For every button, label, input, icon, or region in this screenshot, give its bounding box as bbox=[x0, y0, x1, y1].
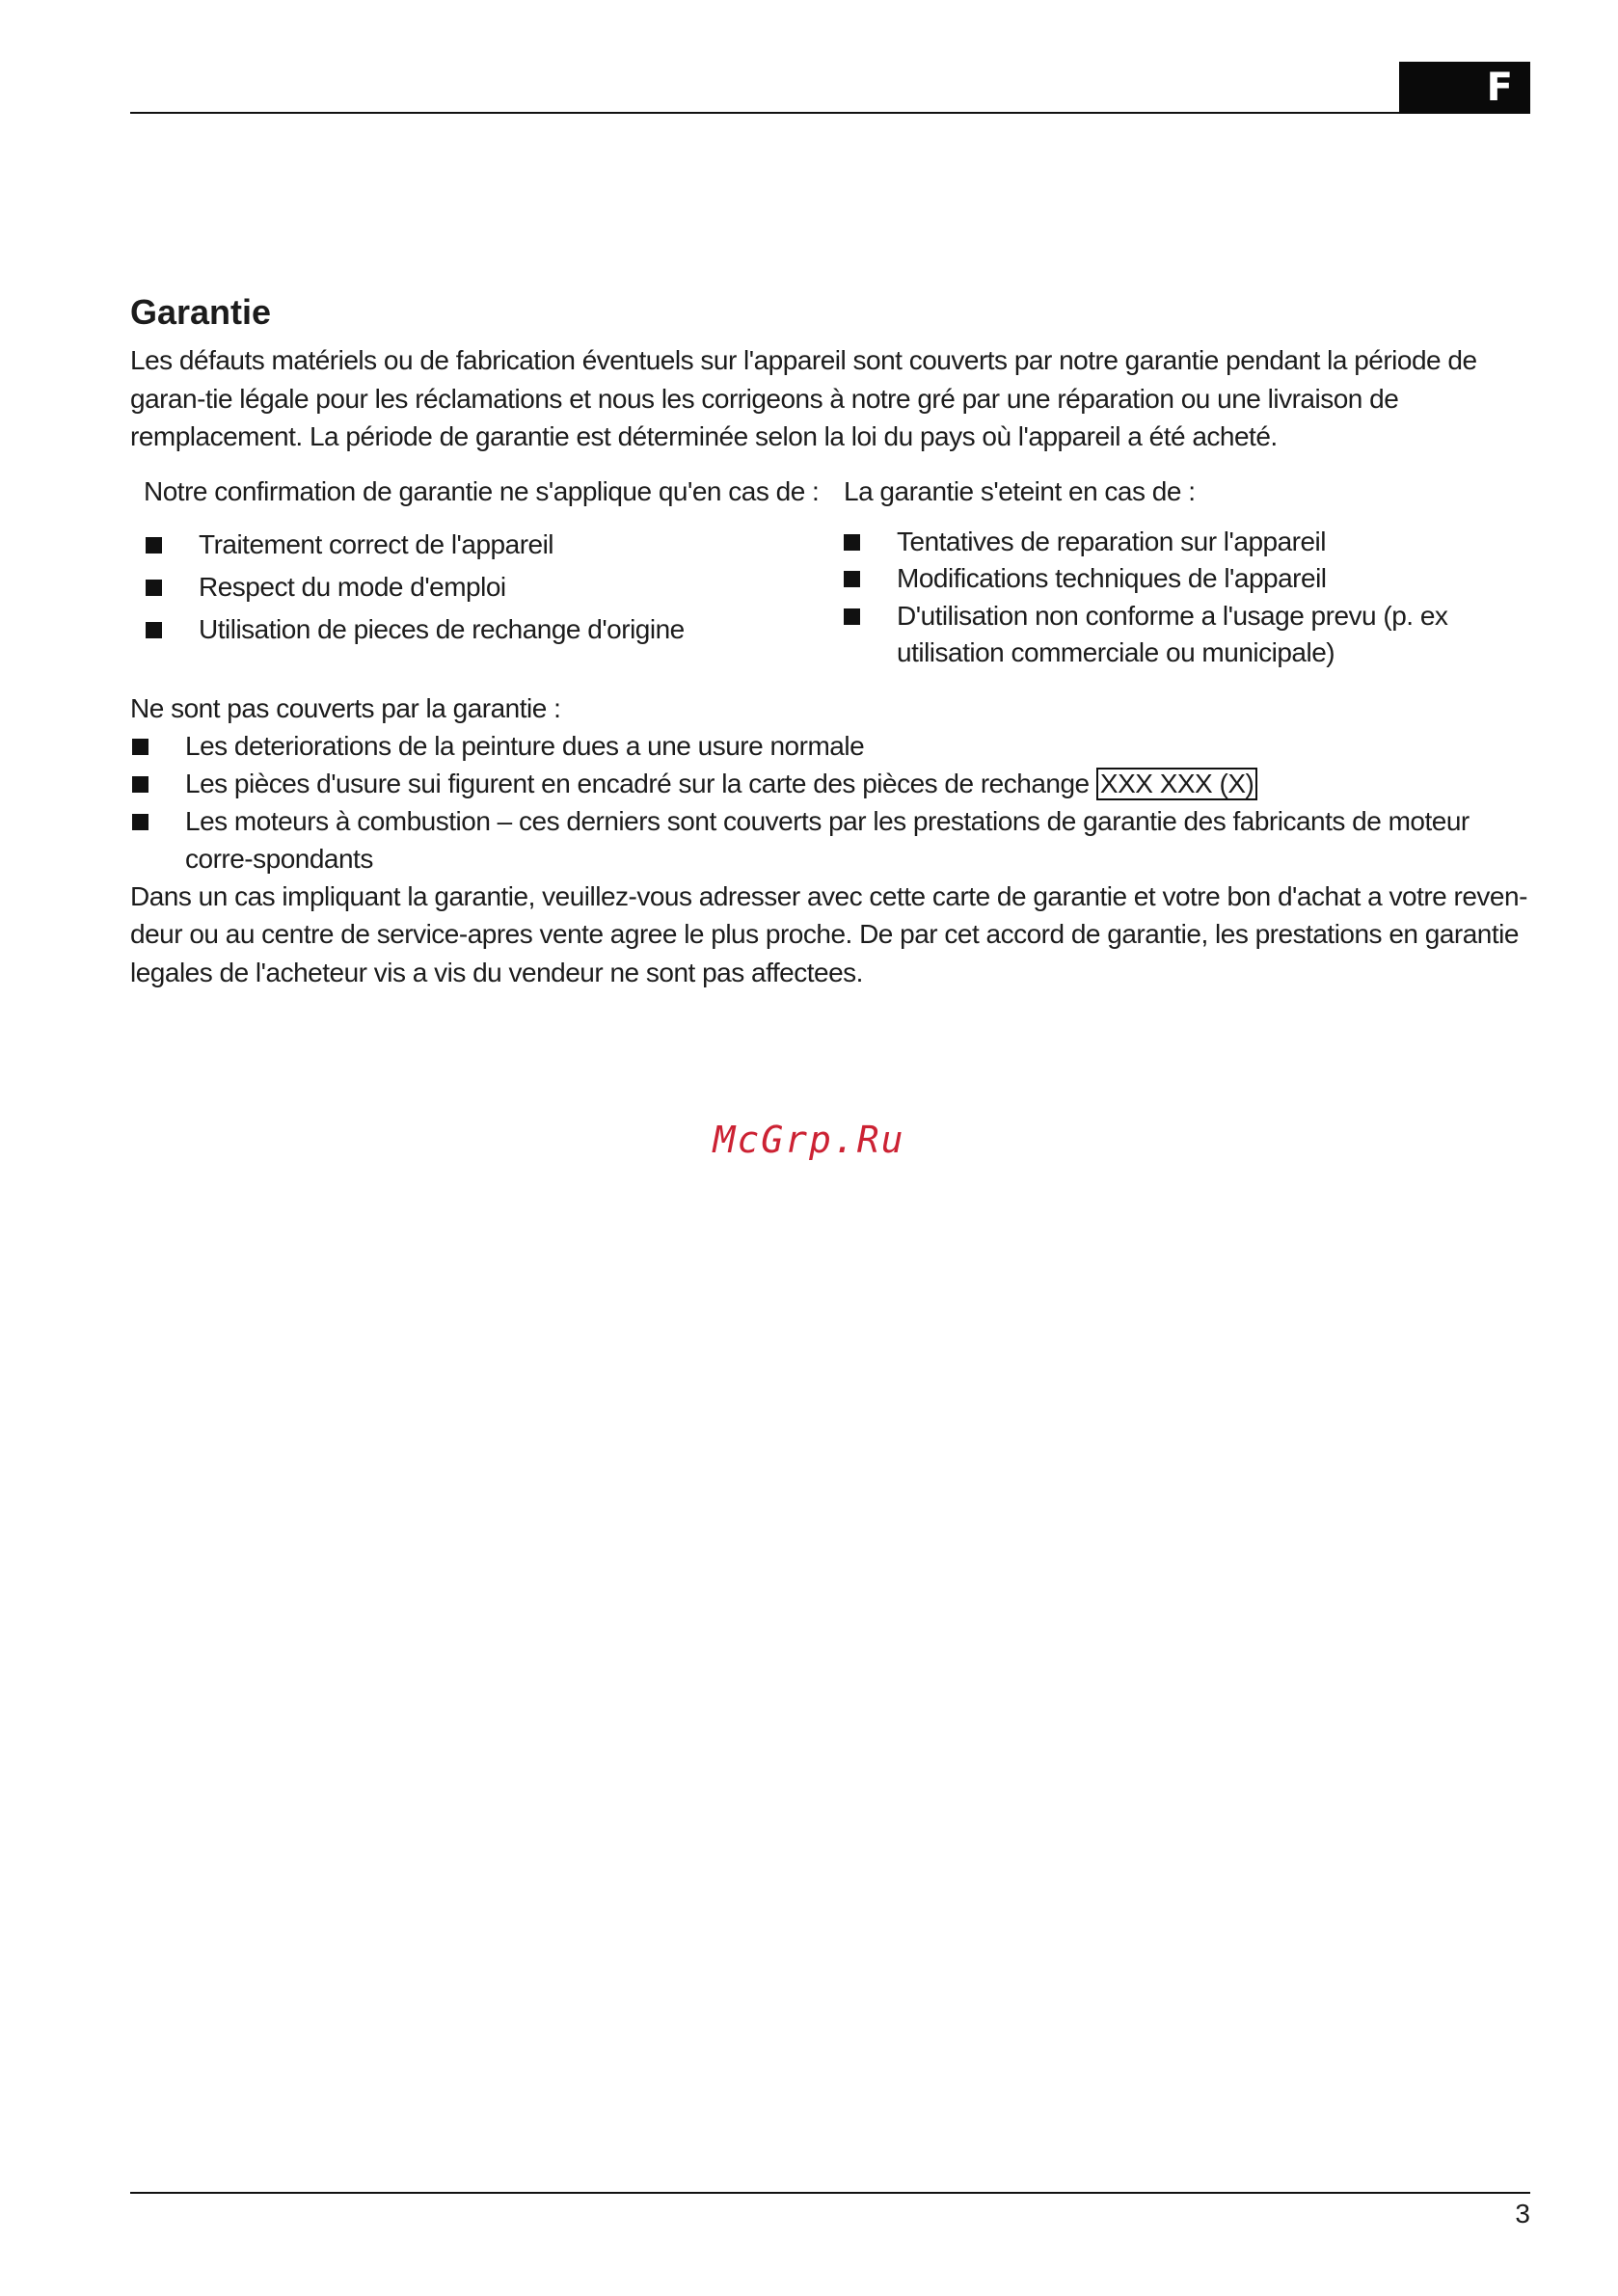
bullet-square-icon bbox=[146, 537, 162, 554]
intro-paragraph: Les défauts matériels ou de fabrication éventuels sur l'appareil sont couverts par notre garantie pendant la période de garan-tie légale pour les réclamations et nous les corrigeons à notre gré par une réparation ou une livraison de remplacement. La période de garantie est déterminée selon la loi du pays où l'appareil a été acheté. bbox=[130, 345, 1477, 451]
list-item: Utilisation de pieces de rechange d'origine bbox=[144, 608, 832, 651]
watermark: McGrp.Ru bbox=[713, 1119, 905, 1161]
bullet-square-icon bbox=[844, 571, 860, 587]
list-item: Tentatives de reparation sur l'appareil bbox=[844, 524, 1526, 561]
bullet-square-icon bbox=[132, 814, 148, 830]
conditions-columns bbox=[130, 473, 1533, 672]
section-title: Garantie bbox=[130, 292, 272, 332]
list-item: D'utilisation non conforme a l'usage prevu (p. ex utilisation commerciale ou municipale) bbox=[844, 598, 1526, 672]
bullet-square-icon bbox=[844, 534, 860, 551]
coverage-heading: Notre confirmation de garantie ne s'applique qu'en cas de : bbox=[144, 475, 820, 506]
expiry-list bbox=[844, 524, 1526, 672]
not-covered-heading: Ne sont pas couverts par la garantie : bbox=[130, 692, 561, 723]
closing-paragraph: Dans un cas impliquant la garantie, veuillez-vous adresser avec cette carte de garantie et votre bon d'achat a votre reven-deur ou au centre de service-apres vente agree le plus proche. De par cet accord de garantie, les prestations en garantie legales de l'acheteur vis a vis du vendeur ne sont pas affectees. bbox=[130, 880, 1527, 987]
list-item bbox=[130, 765, 1533, 802]
coverage-conditions bbox=[130, 473, 832, 672]
not-covered-list bbox=[130, 727, 1533, 878]
list-item: Les deteriorations de la peinture dues a une usure normale bbox=[130, 727, 1533, 765]
bullet-square-icon bbox=[844, 608, 860, 625]
list-item: Traitement correct de l'appareil bbox=[144, 524, 832, 566]
page-number: 3 bbox=[1515, 2199, 1530, 2228]
coverage-list bbox=[144, 524, 832, 651]
warranty-section bbox=[130, 291, 1533, 991]
part-number-box: XXX XXX (X) bbox=[1096, 768, 1257, 800]
footer-rule bbox=[130, 2192, 1530, 2194]
list-item: Respect du mode d'emploi bbox=[144, 566, 832, 608]
expiry-heading: La garantie s'eteint en cas de : bbox=[844, 475, 1196, 506]
expiry-conditions bbox=[832, 473, 1526, 672]
bullet-square-icon bbox=[132, 739, 148, 755]
wear-parts-text: Les pièces d'usure sui figurent en encadré sur la carte des pièces de rechange bbox=[185, 768, 1090, 798]
bullet-square-icon bbox=[146, 580, 162, 596]
bullet-square-icon bbox=[146, 622, 162, 638]
list-item: Modifications techniques de l'appareil bbox=[844, 560, 1526, 598]
header-rule bbox=[130, 112, 1530, 114]
language-tab: F bbox=[1399, 62, 1530, 114]
bullet-square-icon bbox=[132, 776, 148, 793]
list-item: Les moteurs à combustion – ces derniers sont couverts par les prestations de garantie des fabricants de moteur corre-spondants bbox=[130, 802, 1533, 878]
